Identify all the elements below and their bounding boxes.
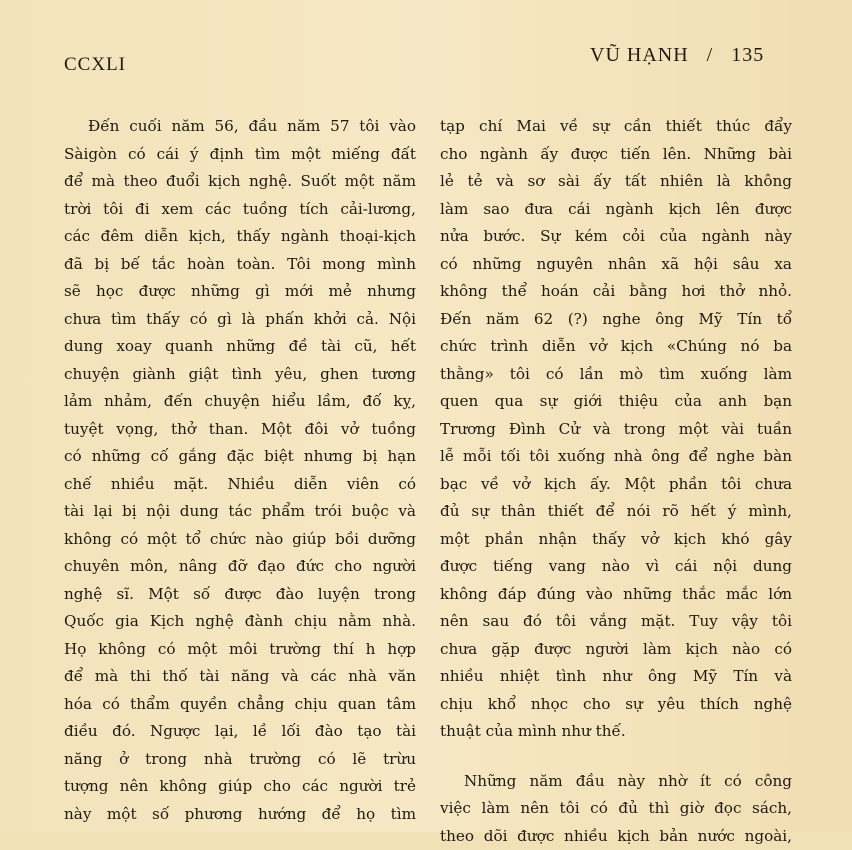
text-line: có những cố gắng đặc biệt nhưng bị hạn xyxy=(64,443,416,471)
text-line: Họ không có một môi trường thí h hợp xyxy=(64,636,416,664)
text-line: chuyện giành giật tình yêu, ghen tương xyxy=(64,361,416,389)
page-header-right xyxy=(590,44,764,67)
header-separator: / xyxy=(707,44,714,67)
text-line: bạc về vở kịch ấy. Một phần tôi chưa xyxy=(440,471,792,499)
text-line: quen qua sự giới thiệu của anh bạn xyxy=(440,388,792,416)
text-line: đã bị bế tắc hoàn toàn. Tôi mong mình xyxy=(64,251,416,279)
text-line: lễ mỗi tối tôi xuống nhà ông để nghe bàn xyxy=(440,443,792,471)
text-line: một phần nhận thấy vở kịch khó gây xyxy=(440,526,792,554)
text-line: nghệ sĩ. Một số được đào luyện trong xyxy=(64,581,416,609)
text-line: này một số phương hướng để họ tìm xyxy=(64,801,416,829)
text-line: cho ngành ấy được tiến lên. Những bài xyxy=(440,141,792,169)
text-line: điều đó. Ngược lại, lề lối đào tạo tài xyxy=(64,718,416,746)
text-line: Sàigòn có cái ý định tìm một miếng đất xyxy=(64,141,416,169)
text-line: để mà theo đuổi kịch nghệ. Suốt một năm xyxy=(64,168,416,196)
text-line: thằng» tôi có lần mò tìm xuống làm xyxy=(440,361,792,389)
text-line: chưa gặp được người làm kịch nào có xyxy=(440,636,792,664)
text-line: năng ở trong nhà trường có lẽ trừu xyxy=(64,746,416,774)
text-line: không thể hoán cải bằng hơi thở nhỏ. xyxy=(440,278,792,306)
text-line: sẽ học được những gì mới mẻ nhưng xyxy=(64,278,416,306)
text-line: Quốc gia Kịch nghệ đành chịu nằm nhà. xyxy=(64,608,416,636)
text-line: tài lại bị nội dung tác phẩm trói buộc và xyxy=(64,498,416,526)
text-line: chuyên môn, nâng đỡ đạo đức cho người xyxy=(64,553,416,581)
text-line: chịu khổ nhọc cho sự yêu thích nghệ xyxy=(440,691,792,719)
text-line: Đến năm 62 (?) nghe ông Mỹ Tín tổ xyxy=(440,306,792,334)
text-line: chưa tìm thấy có gì là phấn khởi cả. Nội xyxy=(64,306,416,334)
text-line: các đêm diễn kịch, thấy ngành thoại-kịch xyxy=(64,223,416,251)
text-line: nhiều nhiệt tình như ông Mỹ Tín và xyxy=(440,663,792,691)
text-line: được tiếng vang nào vì cái nội dung xyxy=(440,553,792,581)
text-line: Những năm đầu này nhờ ít có công xyxy=(440,768,792,796)
text-line: hóa có thẩm quyền chẳng chịu quan tâm xyxy=(64,691,416,719)
section-number: CCXLI xyxy=(64,54,126,76)
text-line: tạp chí Mai về sự cần thiết thúc đẩy xyxy=(440,113,792,141)
text-line: có những nguyên nhân xã hội sâu xa xyxy=(440,251,792,279)
text-line: Trương Đình Cử và trong một vài tuần xyxy=(440,416,792,444)
text-line: làm sao đưa cái ngành kịch lên được xyxy=(440,196,792,224)
text-line: lẻ tẻ và sơ sài ấy tất nhiên là không xyxy=(440,168,792,196)
text-line: thuật của mình như thế. xyxy=(440,718,792,746)
text-line: để mà thi thố tài năng và các nhà văn xyxy=(64,663,416,691)
text-line: không đáp đúng vào những thắc mắc lớn xyxy=(440,581,792,609)
text-line: nên sau đó tôi vắng mặt. Tuy vậy tôi xyxy=(440,608,792,636)
text-line: đủ sự thân thiết để nói rõ hết ý mình, xyxy=(440,498,792,526)
right-column xyxy=(440,113,792,850)
author-name: VŨ HẠNH xyxy=(590,44,689,67)
text-line: trời tôi đi xem các tuồng tích cải-lương, xyxy=(64,196,416,224)
paragraph-gap xyxy=(440,746,792,768)
text-line: lảm nhảm, đến chuyện hiểu lầm, đố kỵ, xyxy=(64,388,416,416)
text-line: nửa bước. Sự kém cỏi của ngành này xyxy=(440,223,792,251)
text-line: tượng nên không giúp cho các người trẻ xyxy=(64,773,416,801)
text-line: dung xoay quanh những đề tài cũ, hết xyxy=(64,333,416,361)
running-head xyxy=(0,40,852,80)
text-line: chức trình diễn vở kịch «Chúng nó ba xyxy=(440,333,792,361)
page-number: 135 xyxy=(731,44,764,67)
text-line: theo dõi được nhiều kịch bản nước ngoài, xyxy=(440,823,792,850)
text-line: chế nhiều mặt. Nhiều diễn viên có xyxy=(64,471,416,499)
left-column xyxy=(64,113,416,828)
text-line: không có một tổ chức nào giúp bồi dưỡng xyxy=(64,526,416,554)
text-line: Đến cuối năm 56, đầu năm 57 tôi vào xyxy=(64,113,416,141)
text-line: việc làm nên tôi có đủ thì giờ đọc sách, xyxy=(440,795,792,823)
text-line: tuyệt vọng, thở than. Một đôi vở tuồng xyxy=(64,416,416,444)
